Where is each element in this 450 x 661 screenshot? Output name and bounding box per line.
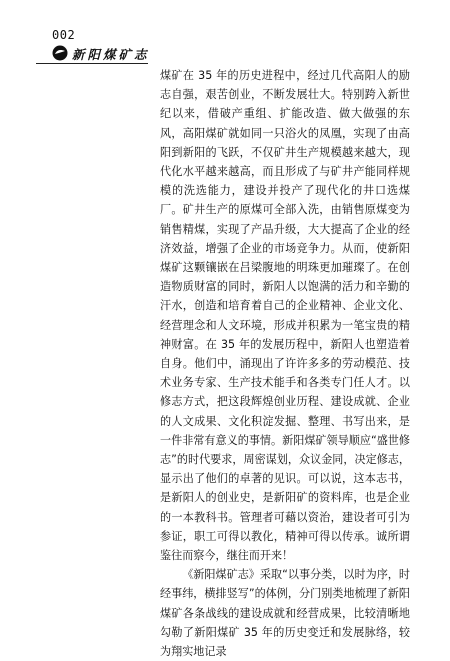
running-title: 新阳煤矿志	[72, 47, 150, 62]
body-text	[160, 66, 410, 661]
black-circle-emblem-icon	[52, 45, 68, 61]
page-number: 002	[52, 28, 76, 42]
paragraph: 《新阳煤矿志》采取“以事分类，以时为序，时经事纬，横排竖写”的体例，分门别类地梳理了新阳煤矿各条战线的建设成就和经营成果，比较清晰地勾勒了新阳煤矿 35 年的历史变迁和发展脉络，较为翔实地记录	[160, 568, 410, 659]
page-header	[52, 28, 232, 68]
header-rule	[36, 63, 148, 64]
paragraph: 煤矿在 35 年的历史进程中，经过几代高阳人的励志自强，艰苦创业，不断发展壮大。特别跨入新世纪以来，借破产重组、扩能改造、做大做强的东风，高阳煤矿就如同一只浴火的凤凰，实现了由高阳到新阳的飞跃，不仅矿井生产规模越来越大，现代化水平越来越高，而且形成了与矿井产能同样规模的洗选能力，建设并投产了现代化的井口选煤厂。矿井生产的原煤可全部入洗，由销售原煤变为销售精煤，实现了产品升级，大大提高了企业的经济效益，增强了企业的市场竞争力。从而，使新阳煤矿这颗镶嵌在吕梁腹地的明珠更加璀璨了。在创造物质财富的同时，新阳人以饱满的活力和辛勤的汗水，创造和培育着自己的企业精神、企业文化、经营理念和人文环境，形成并积累为一笔宝贵的精神财富。在 35 年的发展历程中，新阳人也塑造着自身。他们中，涌现出了许许多多的劳动模范、技术业务专家、生产技术能手和各类专门任人才。以修志方式，把这段辉煌创业历程、建设成就、企业的人文成果、文化积淀发掘、整理、书写出来，是一件非常有意义的事情。新阳煤矿领导顺应“盛世修志”的时代要求，周密谋划，众议金同，决定修志，显示出了他们的卓著的见识。可以说，这本志书，是新阳人的创业史，是新阳矿的资料库，也是企业的一本教科书。管理者可藉以资治，建设者可引为参证，职工可得以教化，精神可得以传承。诚所谓鉴往而察今，继往而开来！	[160, 69, 410, 563]
